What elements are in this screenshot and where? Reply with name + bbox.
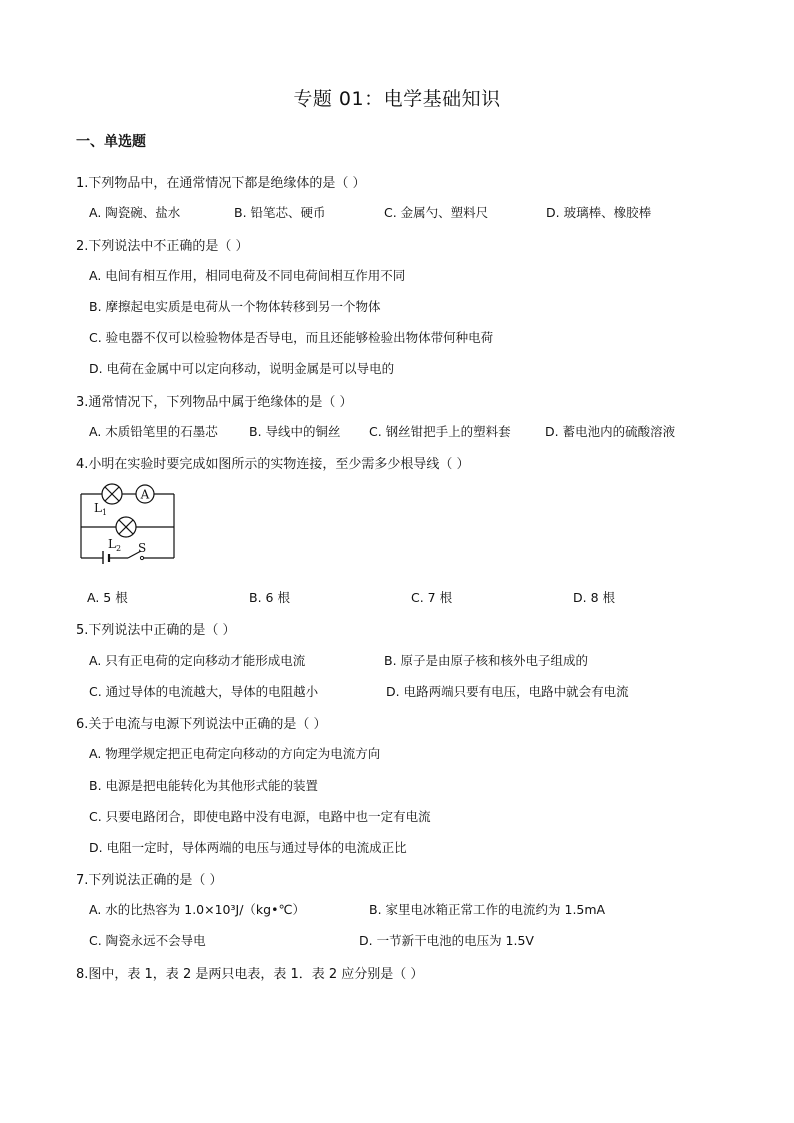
question-2-option-d[interactable]: D. 电荷在金属中可以定向移动，说明金属是可以导电的	[89, 361, 395, 376]
question-1-option-c[interactable]: C. 金属勺、塑料尺	[384, 205, 489, 220]
question-2-option-b[interactable]: B. 摩擦起电实质是电荷从一个物体转移到另一个物体	[89, 299, 381, 314]
question-5-stem: 5.下列说法中正确的是（ ）	[76, 623, 236, 638]
ammeter-label: A	[140, 487, 150, 502]
question-6-stem: 6.关于电流与电源下列说法中正确的是（ ）	[76, 717, 327, 732]
question-6-option-b[interactable]: B. 电源是把电能转化为其他形式能的装置	[89, 778, 319, 793]
question-5-option-a[interactable]: A. 只有正电荷的定向移动才能形成电流	[89, 653, 306, 668]
lamp-l1-label: $L_1$	[94, 501, 108, 517]
question-3-option-c[interactable]: C. 钢丝钳把手上的塑料套	[369, 424, 511, 439]
ammeter-icon	[136, 485, 154, 503]
question-4-option-a[interactable]: A. 5 根	[87, 590, 128, 605]
question-2-stem: 2.下列说法中不正确的是（ ）	[76, 239, 249, 254]
question-4-option-c[interactable]: C. 7 根	[411, 590, 453, 605]
question-2-option-a[interactable]: A. 电间有相互作用，相同电荷及不同电荷间相互作用不同	[89, 268, 406, 283]
question-5-option-c[interactable]: C. 通过导体的电流越大，导体的电阻越小	[89, 684, 319, 699]
question-7-option-b[interactable]: B. 家里电冰箱正常工作的电流约为 1.5mA	[369, 902, 606, 917]
battery-icon	[103, 551, 109, 564]
switch-label: S	[138, 541, 147, 555]
question-4-circuit-diagram	[76, 480, 180, 564]
question-5-option-d[interactable]: D. 电路两端只要有电压，电路中就会有电流	[386, 684, 629, 699]
question-7-option-d[interactable]: D. 一节新干电池的电压为 1.5V	[359, 933, 534, 948]
question-1-option-b[interactable]: B. 铅笔芯、硬币	[234, 205, 326, 220]
lamp-l2-icon	[116, 517, 136, 537]
lamp-l1-icon	[102, 484, 122, 504]
question-3-option-d[interactable]: D. 蓄电池内的硫酸溶液	[545, 424, 676, 439]
question-7-option-a[interactable]: A. 水的比热容为 1.0×10³J/（kg•℃）	[89, 902, 306, 917]
question-3-option-a[interactable]: A. 木质铅笔里的石墨芯	[89, 424, 218, 439]
section-heading: 一、单选题	[76, 134, 146, 150]
question-4-option-b[interactable]: B. 6 根	[249, 590, 290, 605]
question-2-option-c[interactable]: C. 验电器不仅可以检验物体是否导电，而且还能够检验出物体带何种电荷	[89, 330, 494, 345]
question-5-option-b[interactable]: B. 原子是由原子核和核外电子组成的	[384, 653, 589, 668]
question-7-option-c[interactable]: C. 陶瓷永远不会导电	[89, 933, 206, 948]
question-6-option-d[interactable]: D. 电阻一定时，导体两端的电压与通过导体的电流成正比	[89, 840, 407, 855]
question-3-option-b[interactable]: B. 导线中的铜丝	[249, 424, 341, 439]
lamp-l2-label: $L_2$	[108, 537, 122, 553]
question-3-stem: 3.通常情况下，下列物品中属于绝缘体的是（ ）	[76, 395, 353, 410]
question-4-option-d[interactable]: D. 8 根	[573, 590, 615, 605]
question-4-stem: 4.小明在实验时要完成如图所示的实物连接，至少需多少根导线（ ）	[76, 457, 470, 472]
question-1-option-d[interactable]: D. 玻璃棒、橡胶棒	[546, 205, 652, 220]
question-8-stem: 8.图中，表 1，表 2 是两只电表，表 1．表 2 应分别是（ ）	[76, 967, 424, 982]
page-title: 专题 01：电学基础知识	[293, 88, 501, 110]
question-7-stem: 7.下列说法正确的是（ ）	[76, 873, 223, 888]
question-1-stem: 1.下列物品中，在通常情况下都是绝缘体的是（ ）	[76, 176, 366, 191]
question-6-option-a[interactable]: A. 物理学规定把正电荷定向移动的方向定为电流方向	[89, 746, 381, 761]
question-1-option-a[interactable]: A. 陶瓷碗、盐水	[89, 205, 181, 220]
question-6-option-c[interactable]: C. 只要电路闭合，即使电路中没有电源，电路中也一定有电流	[89, 809, 431, 824]
